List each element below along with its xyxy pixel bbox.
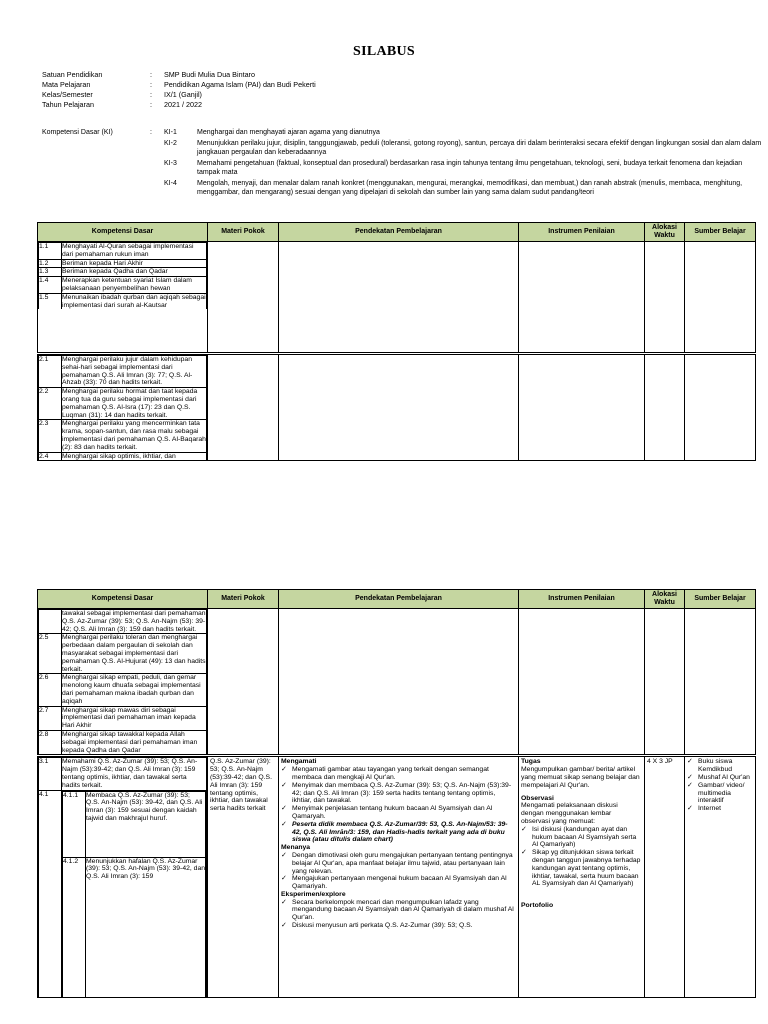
ki-row bbox=[42, 179, 762, 197]
step-item: ✓ Diskusi menyusun arti perkata Q.S. Az-Zumar (39): 53; Q.S. bbox=[281, 922, 473, 930]
kd-text: Menghayati Al-Quran sebagai implementasi dari pemahaman rukun iman bbox=[62, 243, 207, 260]
kd-item bbox=[39, 610, 207, 634]
info-value: SMP Budi Mulia Dua Bintaro bbox=[164, 70, 255, 79]
ki-text: Menunjukkan perilaku jujur, disiplin, tanggungjawab, peduli (toleransi, gotong royong), santun, percaya diri dalam berinteraksi secara efektif dengan lingkungan sosial dan alam dalam jangkauan pergaulan dan keberadaannya bbox=[197, 140, 762, 156]
header-instrumen: Instrumen Penilaian bbox=[519, 223, 645, 242]
check-icon: ✓ bbox=[281, 898, 287, 906]
kd-text: Menunaikan ibadah qurban dan aqiqah sebagai implementasi dari surah al-Kautsar bbox=[62, 293, 206, 309]
kd-subitem bbox=[63, 857, 206, 997]
materi-cell bbox=[208, 609, 279, 756]
info-value: 2021 / 2022 bbox=[164, 100, 202, 109]
check-icon: ✓ bbox=[281, 820, 287, 828]
kd-number: 2.2 bbox=[39, 388, 62, 420]
sumber-cell bbox=[685, 756, 756, 998]
info-colon: : bbox=[150, 90, 152, 99]
kd-item bbox=[39, 634, 207, 674]
instrumen-cell bbox=[519, 609, 645, 756]
header-kompetensi: Kompetensi Dasar bbox=[38, 590, 208, 609]
kd-item bbox=[39, 420, 207, 452]
kd-number: 2.4 bbox=[39, 452, 62, 460]
assessment-heading: Portofolio bbox=[521, 902, 554, 910]
kd-item bbox=[39, 268, 207, 277]
ki-row bbox=[42, 128, 762, 137]
materi-cell bbox=[208, 756, 279, 998]
alokasi-cell bbox=[645, 609, 685, 756]
info-value: Pendidikan Agama Islam (PAI) dan Budi Pekerti bbox=[164, 80, 316, 89]
header-instrumen: Instrumen Penilaian bbox=[519, 590, 645, 609]
info-label: Satuan Pendidikan bbox=[42, 70, 103, 79]
kd-item bbox=[39, 758, 207, 790]
header-materi: Materi Pokok bbox=[208, 223, 279, 242]
header-pendekatan: Pendekatan Pembelajaran bbox=[279, 590, 519, 609]
kd-number: 1.4 bbox=[39, 277, 62, 294]
table-row bbox=[38, 756, 756, 998]
table-row bbox=[38, 242, 756, 354]
step-item: ✓ Mengajukan pertanyaan mengenai hukum bacaan Al Syamsiyah dan Al Qamariyah. bbox=[281, 875, 507, 891]
header-pendekatan: Pendekatan Pembelajaran bbox=[279, 223, 519, 242]
kd-number bbox=[39, 610, 62, 634]
header-alokasi: Alokasi Waktu bbox=[645, 590, 685, 609]
assessment-heading: Observasi bbox=[521, 794, 554, 802]
step-item: ✓ Peserta didik membaca Q.S. Az-Zumar/39: 53, Q.S. An-Najm/53: 39-42, Q.S. Ali Imrān/3: 159, dan Hadis-hadis terkait yang ada di buku siswa (atau ditulis dalam chart) bbox=[281, 820, 508, 844]
instrumen-cell bbox=[519, 242, 645, 354]
kd-subtext: Membaca Q.S. Az-Zumar (39): 53; Q.S. An-Najm (53): 39-42, dan Q.S. Ali Imran (3): 159 sesuai dengan kaidah tajwid dan makhrajul huruf. bbox=[86, 791, 206, 857]
table-header bbox=[38, 223, 756, 242]
kd-text: Menghargai perilaku yang mencerminkan tata krama, sopan-santun, dan rasa malu sebagai implementasi dari pemahaman Q.S. Al-Baqarah (2): 83 dan hadits terkait. bbox=[62, 420, 206, 451]
step-heading: Menanya bbox=[281, 844, 311, 852]
alokasi-text: 4 X 3 JP bbox=[647, 758, 673, 766]
kd-text: Memahami Q.S. Az-Zumar (39): 53; Q.S. An-Najm (53):39-42; dan Q.S. Ali Imran (3): 159 tentang optimis, ikhtiar, dan tawakal serta hadits terkait. bbox=[62, 758, 207, 790]
ki-label: Kompetensi Dasar (KI) bbox=[42, 129, 113, 136]
kd-text: Beriman kepada Hari Akhir bbox=[62, 259, 207, 268]
assessment-heading: Tugas bbox=[521, 758, 541, 766]
kd-number: 2.5 bbox=[39, 634, 62, 674]
info-row bbox=[42, 100, 742, 110]
kd-number: 2.6 bbox=[39, 674, 62, 706]
kd-sublist bbox=[62, 791, 206, 998]
ki-colon: : bbox=[150, 129, 152, 136]
kd-text: Menghargai sikap empati, peduli, dan gemar menolong kaum dhuafa sebagai implementasi dari pemahaman makna ibadah qurban dan aqiqah bbox=[62, 674, 207, 706]
kd-cell bbox=[38, 242, 208, 354]
kd-text: Menerapkan ketentuan syariat Islam dalam pelaksanaan penyembelihan hewan bbox=[62, 277, 207, 294]
kd-subtext: Menunjukkan hafalan Q.S. Az-Zumar (39): 53; Q.S. An-Najm (53): 39-42, dan Q.S. Ali Imran (3): 159 bbox=[86, 857, 206, 997]
alokasi-cell bbox=[645, 242, 685, 354]
kd-list bbox=[38, 355, 207, 460]
info-row bbox=[42, 80, 742, 90]
kd-text: Menghargai sikap optimis, ikhtiar, dan bbox=[62, 452, 207, 460]
identity-block bbox=[42, 70, 742, 110]
info-row bbox=[42, 70, 742, 80]
kd-item bbox=[39, 293, 207, 309]
check-icon: ✓ bbox=[687, 805, 693, 813]
step-heading: Mengamati bbox=[281, 758, 317, 766]
materi-cell bbox=[208, 354, 279, 461]
source-item: ✓ Internet bbox=[687, 805, 722, 813]
assessment-text: Mengamati pelaksanaan diskusi dengan menggunakan lembar observasi yang memuat: bbox=[521, 802, 618, 825]
alokasi-cell bbox=[645, 756, 685, 998]
kd-item bbox=[39, 674, 207, 706]
check-icon: ✓ bbox=[687, 773, 693, 781]
check-icon: ✓ bbox=[281, 851, 287, 859]
header-materi: Materi Pokok bbox=[208, 590, 279, 609]
check-icon: ✓ bbox=[281, 875, 287, 883]
kd-number: 2.3 bbox=[39, 420, 62, 452]
pendekatan-cell bbox=[279, 609, 519, 756]
ki-row bbox=[42, 159, 762, 177]
source-item: ✓ Mushaf Al Qur'an bbox=[687, 773, 750, 781]
step-item: ✓ Menyimak dan membaca Q.S. Az-Zumar (39): 53; Q.S. An-Najm (53):39-42; dan Q.S. Ali Imran (3): 159 serta hadits tentang tentang optimis, ikhtiar, dan tawakal. bbox=[281, 781, 512, 805]
check-icon: ✓ bbox=[687, 758, 693, 766]
sumber-cell bbox=[685, 242, 756, 354]
alokasi-cell bbox=[645, 354, 685, 461]
info-label: Kelas/Semester bbox=[42, 90, 93, 99]
kd-number: 2.8 bbox=[39, 730, 62, 754]
check-icon: ✓ bbox=[281, 781, 287, 789]
sumber-cell bbox=[685, 609, 756, 756]
source-item: ✓ Buku siswa Kemdikbud bbox=[687, 758, 733, 774]
step-item: ✓ Dengan dimotivasi oleh guru mengajukan pertanyaan tentang pentingnya belajar Al Qur'an, apa manfaat belajar ilmu tajwid, atau pertanyaan lain yang relevan. bbox=[281, 851, 513, 875]
kd-number: 2.1 bbox=[39, 356, 62, 388]
pendekatan-cell bbox=[279, 756, 519, 998]
kd-text: Menghargai perilaku jujur dalam kehidupan sehai-hari sebagai implementasi dari pemahaman Q.S. Ali Imran (3): 77; Q.S. Al-Ahzab (33): 70 dan hadits terkait. bbox=[62, 356, 207, 388]
kd-list bbox=[38, 757, 207, 997]
kd-item bbox=[39, 790, 207, 997]
info-colon: : bbox=[150, 100, 152, 109]
kd-cell bbox=[38, 609, 208, 756]
kd-list bbox=[38, 242, 207, 309]
assessment-text: Mengumpulkan gambar/ berita/ artikel yang memuat sikap senang belajar dan mempelajari Al Qur'an. bbox=[521, 766, 640, 789]
kd-number: 1.1 bbox=[39, 243, 62, 260]
assessment-item: ✓ Sikap yg ditunjukkan siswa terkait dengan tanggun jawabnya terhadap kandungan ayat tentang optimis, ikhtiar, tawakal, serta huum bacaan AL Syamsiyah dan Al Qamariyah) bbox=[521, 849, 641, 888]
info-colon: : bbox=[150, 80, 152, 89]
kd-item bbox=[39, 388, 207, 420]
table-row bbox=[38, 609, 756, 756]
table-row bbox=[38, 354, 756, 461]
sumber-cell bbox=[685, 354, 756, 461]
ki-text: Mengolah, menyaji, dan menalar dalam ranah konkret (menggunakan, mengurai, merangkai, memodifikasi, dan membuat,) dan ranah abstrak (menulis, membaca, menghitung, menggambar, dan mengarang) sesuai dengan yang dipelajari di sekolah dan sumber lain yang sama dalam sudut pandang/teori bbox=[197, 180, 743, 196]
pendekatan-cell bbox=[279, 242, 519, 354]
check-icon: ✓ bbox=[521, 849, 527, 857]
instrumen-cell bbox=[519, 756, 645, 998]
kd-subnumber: 4.1.1 bbox=[63, 791, 86, 857]
kd-item bbox=[39, 730, 207, 754]
check-icon: ✓ bbox=[281, 922, 287, 930]
kd-number: 2.7 bbox=[39, 706, 62, 730]
kd-number: 1.2 bbox=[39, 259, 62, 268]
materi-text: Q.S. Az-Zumar (39): 53; Q.S. An-Najm (53):39-42; dan Q.S. Ali Imran (3): 159 tentang optimis, ikhtiar, dan tawakal serta hadits terkait bbox=[210, 758, 272, 813]
step-item: ✓ Mengamati gambar atau tayangan yang terkait dengan semangat membaca dan mengkaji Al Qur'an. bbox=[281, 766, 489, 781]
info-value: IX/1 (Ganjil) bbox=[164, 90, 202, 99]
materi-cell bbox=[208, 242, 279, 354]
kd-number: 1.3 bbox=[39, 268, 62, 277]
kd-text: Menghargai perilaku hormat dan taat kepada orang tua da guru sebagai implementasi dari pemahaman Q.S. Al-Isra (17): 23 dan Q.S. Luqman (31): 14 dan hadits terkait. bbox=[62, 388, 207, 420]
check-icon: ✓ bbox=[521, 825, 527, 833]
kd-subitems bbox=[62, 790, 207, 997]
ki-block bbox=[42, 128, 762, 199]
step-item: ✓ Menyimak penjelasan tentang hukum bacaan Al Syamsiyah dan Al Qamaryah. bbox=[281, 805, 493, 820]
kd-cell bbox=[38, 756, 208, 998]
ki-code: KI-4 bbox=[164, 180, 177, 187]
ki-row bbox=[42, 139, 762, 157]
header-sumber: Sumber Belajar bbox=[685, 223, 756, 242]
kd-text: Beriman kepada Qadha dan Qadar bbox=[62, 268, 207, 277]
kd-subitem bbox=[63, 791, 206, 857]
kd-list bbox=[38, 609, 207, 754]
check-icon: ✓ bbox=[281, 805, 287, 813]
header-kompetensi: Kompetensi Dasar bbox=[38, 223, 208, 242]
info-label: Tahun Pelajaran bbox=[42, 100, 94, 109]
syllabus-table-2 bbox=[37, 589, 756, 998]
kd-number: 1.5 bbox=[39, 293, 62, 309]
kd-item bbox=[39, 356, 207, 388]
kd-item bbox=[39, 706, 207, 730]
pendekatan-cell bbox=[279, 354, 519, 461]
kd-number: 4.1 bbox=[39, 790, 62, 997]
page-title: SILABUS bbox=[352, 44, 416, 59]
kd-text: Menghargai perilaku toleran dan menghargai perbedaan dalam pergaulan di sekolah dan masyarakat sebagai implementasi dari pemahaman Q.S. Al-Hujurat (49): 13 dan hadits terkait. bbox=[62, 634, 206, 673]
step-heading: Eksperimen/explore bbox=[281, 890, 346, 898]
info-colon: : bbox=[150, 70, 152, 79]
kd-text: Menghargai sikap tawakkal kepada Allah sebagai implementasi dari pemahaman iman kepada Qadha dan Qadar bbox=[62, 730, 207, 754]
table-header bbox=[38, 590, 756, 609]
instrumen-cell bbox=[519, 354, 645, 461]
ki-code: KI-1 bbox=[164, 129, 177, 136]
step-item: ✓ Secara berkelompok mencari dan mengumpulkan lafadz yang mengandung bacaan Al Syamsiyah dan Al Qamariyah di dalam mushaf Al Qur'an. bbox=[281, 898, 514, 922]
ki-code: KI-2 bbox=[164, 140, 177, 147]
kd-item bbox=[39, 277, 207, 294]
check-icon: ✓ bbox=[687, 781, 693, 789]
kd-subnumber: 4.1.2 bbox=[63, 857, 86, 997]
kd-item bbox=[39, 243, 207, 260]
kd-cell bbox=[38, 354, 208, 461]
kd-text: Menghargai sikap mawas diri sebagai implementasi dari pemahaman iman kepada Hari Akhir bbox=[62, 706, 207, 730]
syllabus-table-1 bbox=[37, 222, 756, 461]
assessment-item: ✓ Isi diskusi (kandungan ayat dan hukum bacaan Al Syamsiyah serta Al Qamariyah) bbox=[521, 825, 637, 849]
ki-text: Memahami pengetahuan (faktual, konseptual dan prosedural) berdasarkan rasa ingin tahunya tentang ilmu pengetahuan, teknologi, seni, budaya terkait fenomena dan kejadian tampak mata bbox=[197, 160, 743, 176]
kd-text: tawakal sebagai implementasi dari pemahaman Q.S. Az-Zumar (39): 53; Q.S. An-Najm (53): 39-42; Q.S. Ali Imran (3): 159 dan hadits terkait. bbox=[62, 610, 206, 633]
ki-code: KI-3 bbox=[164, 160, 177, 167]
kd-number: 3.1 bbox=[39, 758, 62, 790]
info-label: Mata Pelajaran bbox=[42, 80, 91, 89]
ki-text: Menghargai dan menghayati ajaran agama yang dianutnya bbox=[197, 129, 380, 136]
header-alokasi: Alokasi Waktu bbox=[645, 223, 685, 242]
source-item: ✓ Gambar/ video/ multimedia interaktif bbox=[687, 781, 745, 805]
info-row bbox=[42, 90, 742, 100]
kd-item bbox=[39, 259, 207, 268]
header-sumber: Sumber Belajar bbox=[685, 590, 756, 609]
kd-item bbox=[39, 452, 207, 460]
check-icon: ✓ bbox=[281, 766, 287, 774]
